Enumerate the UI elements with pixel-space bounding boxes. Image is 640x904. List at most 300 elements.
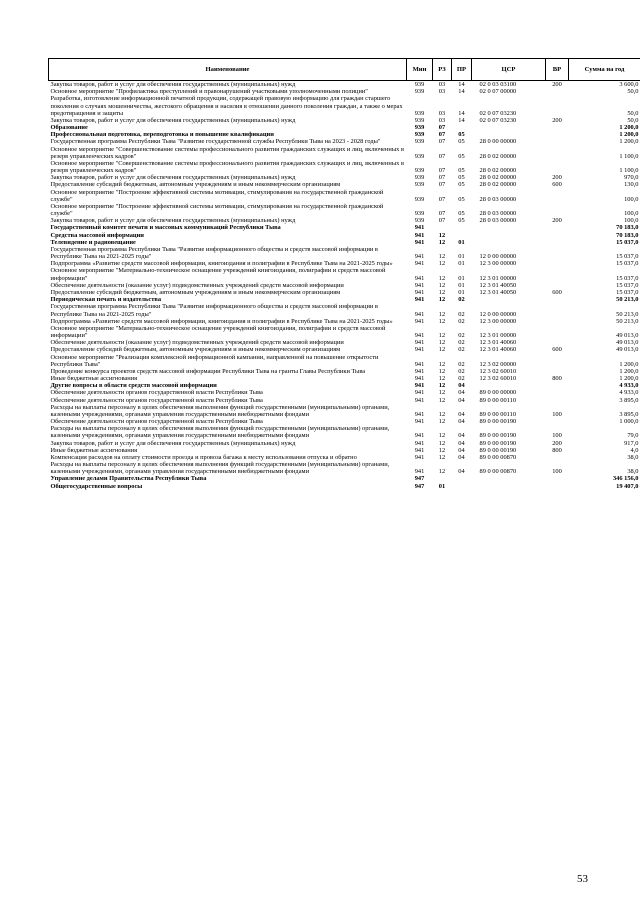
cell-vr: 600: [552, 288, 562, 296]
cell-csr: [472, 475, 546, 482]
cell-min: 939: [414, 131, 425, 139]
cell-min: 947: [414, 482, 425, 490]
cell-vr: [546, 260, 569, 267]
cell-sum: 3 895,0: [619, 396, 639, 404]
cell-pr: 04: [458, 453, 465, 461]
cell-pr: 02: [458, 367, 465, 375]
cell-pr: 02: [458, 360, 465, 368]
cell-sum: 38,0: [627, 468, 639, 476]
table-row: [49, 397, 640, 404]
cell-csr: 28 0 02 00000: [479, 181, 517, 189]
table-row: [49, 475, 640, 482]
cell-sum: 100,0: [624, 195, 639, 203]
cell-csr: 28 0 03 00000: [479, 195, 517, 203]
cell-sum: 49 013,0: [616, 332, 639, 340]
cell-name: Основное мероприятие "Построение эффективной системы мотивации, стимулирования на государственной гражданской службе": [50, 188, 384, 203]
cell-pr: 05: [458, 131, 465, 139]
cell-rz: 12: [438, 253, 446, 261]
cell-csr: 12 3 01 40060: [479, 339, 517, 347]
cell-vr: [546, 475, 569, 482]
cell-csr: 12 3 01 40050: [479, 281, 517, 289]
header-name: Наименование: [49, 59, 407, 81]
cell-min: 941: [414, 418, 425, 426]
cell-sum: 50,0: [627, 116, 639, 124]
cell-name: Средства массовой информации: [50, 231, 144, 239]
cell-rz: 07: [438, 210, 446, 218]
cell-vr: [546, 138, 569, 145]
cell-pr: 05: [458, 217, 465, 225]
cell-min: 941: [414, 389, 425, 397]
cell-vr: [546, 397, 569, 404]
cell-min: 939: [414, 81, 425, 88]
cell-name: Общегосударственные вопросы: [50, 482, 143, 490]
table-row: [49, 189, 640, 203]
cell-rz: 12: [438, 375, 446, 383]
cell-csr: 02 0 07 00000: [479, 88, 517, 96]
cell-rz: 12: [438, 346, 446, 354]
table-row: [49, 296, 640, 303]
cell-rz: 12: [438, 446, 446, 454]
table-row: [49, 483, 640, 490]
cell-sum: 3 600,0: [619, 81, 639, 88]
table-row: [49, 246, 640, 260]
cell-name: Другие вопросы в области средств массовой информации: [50, 382, 217, 390]
cell-vr: 600: [552, 181, 562, 189]
cell-name: Обеспечение деятельности органов государственной власти Республики Тыва: [50, 396, 263, 404]
cell-name: Основное мероприятие "Профилактика преступлений и правонарушений участковыми уполномоченными полиции": [50, 88, 368, 96]
cell-rz: 12: [438, 288, 446, 296]
cell-rz: 07: [438, 217, 446, 225]
cell-vr: [546, 389, 569, 396]
cell-vr: [546, 124, 569, 131]
cell-vr: [546, 483, 569, 490]
cell-rz: 07: [438, 195, 446, 203]
cell-vr: [546, 189, 569, 203]
cell-sum: 15 037,0: [616, 274, 639, 282]
header-min: Мин: [407, 59, 433, 81]
cell-csr: 02 0 07 03230: [479, 109, 517, 117]
cell-min: 941: [414, 439, 425, 447]
cell-name: Компенсация расходов на оплату стоимости проезда и провоза багажа к месту использования отпуска и обратно: [50, 453, 357, 461]
cell-rz: 12: [438, 310, 446, 318]
page-number: 53: [577, 873, 588, 885]
header-pr: ПР: [452, 59, 472, 81]
cell-sum: 1 200,0: [619, 375, 639, 383]
cell-min: 939: [414, 174, 425, 182]
cell-sum: 1 200,0: [619, 131, 639, 139]
cell-min: 941: [414, 382, 425, 390]
cell-sum: 3 895,0: [619, 410, 639, 418]
cell-vr: [546, 318, 569, 325]
cell-name: Подпрограмма «Развитие средств массовой информации, книгоиздания и полиграфии в Республике Тыва на 2021-2025 годы»: [50, 317, 393, 325]
cell-pr: 02: [458, 339, 465, 347]
cell-pr: 14: [458, 116, 465, 124]
cell-name: Подпрограмма «Развитие средств массовой информации, книгоиздания и полиграфии в Республике Тыва на 2021-2025 годы»: [50, 260, 393, 268]
cell-name: Закупка товаров, работ и услуг для обеспечения государственных (муниципальных) нужд: [50, 116, 296, 124]
cell-csr: 02 0 03 03100: [479, 81, 517, 88]
cell-vr: 800: [552, 375, 562, 383]
cell-vr: [546, 239, 569, 246]
table-row: [49, 368, 640, 375]
cell-pr: 05: [458, 195, 465, 203]
cell-csr: 89 0 00 00190: [479, 446, 517, 454]
cell-vr: [546, 382, 569, 389]
cell-csr: 28 0 00 00000: [479, 138, 517, 146]
cell-rz: 12: [438, 396, 446, 404]
cell-csr: 28 0 03 00000: [479, 210, 517, 218]
cell-pr: 04: [458, 396, 465, 404]
cell-min: 941: [414, 224, 425, 232]
cell-min: 941: [414, 310, 425, 318]
cell-csr: 28 0 02 00000: [479, 152, 517, 160]
cell-min: 941: [414, 396, 425, 404]
cell-rz: 12: [438, 439, 446, 447]
cell-name: Закупка товаров, работ и услуг для обеспечения государственных (муниципальных) нужд: [50, 174, 296, 182]
cell-vr: [546, 418, 569, 425]
cell-csr: 02 0 07 03230: [479, 116, 517, 124]
cell-name: Предоставление субсидий бюджетным, автономным учреждениям и иным некоммерческим организациям: [50, 288, 341, 296]
cell-name: Государственная программа Республики Тыва "Развитие информационного общества и средств массовой информации в Республике Тыва на 2021-2025 годы": [50, 303, 378, 318]
cell-min: 941: [414, 360, 425, 368]
cell-rz: 12: [438, 339, 446, 347]
cell-vr: [546, 325, 569, 339]
cell-csr: 12 0 00 00000: [479, 310, 517, 318]
cell-min: 939: [414, 181, 425, 189]
cell-min: 941: [414, 231, 425, 239]
cell-vr: 100: [552, 410, 562, 418]
cell-sum: 1 200,0: [619, 124, 639, 132]
cell-csr: 89 0 00 00870: [479, 453, 517, 461]
cell-pr: [452, 224, 472, 231]
cell-min: 941: [414, 446, 425, 454]
cell-vr: [546, 95, 569, 117]
cell-name: Основное мероприятие "Материально-техническое оснащение учреждений книгоиздания, полиграфии и средств массовой информации": [50, 324, 386, 340]
cell-name: Предоставление субсидий бюджетным, автономным учреждениям и иным некоммерческим организациям: [50, 346, 341, 354]
cell-sum: 50,0: [627, 88, 639, 96]
cell-sum: 50 213,0: [616, 317, 639, 325]
cell-name: Закупка товаров, работ и услуг для обеспечения государственных (муниципальных) нужд: [50, 81, 296, 88]
cell-min: 941: [414, 346, 425, 354]
cell-vr: [546, 368, 569, 375]
cell-name: Телевидение и радиовещание: [50, 238, 136, 246]
cell-pr: 01: [458, 253, 465, 261]
cell-pr: 02: [458, 346, 465, 354]
cell-pr: 04: [458, 439, 465, 447]
table-row: [49, 138, 640, 145]
cell-csr: [472, 239, 546, 246]
table-row: [49, 131, 640, 138]
cell-rz: [433, 475, 452, 482]
cell-sum: 970,0: [624, 174, 639, 182]
table-row: [49, 88, 640, 95]
cell-vr: [546, 160, 569, 174]
cell-pr: 05: [458, 152, 465, 160]
cell-min: 941: [414, 367, 425, 375]
cell-name: Обеспечение деятельности органов государственной власти Республики Тыва: [50, 418, 263, 426]
cell-vr: 200: [552, 217, 562, 225]
table-row: [49, 303, 640, 317]
cell-rz: 07: [438, 181, 446, 189]
cell-csr: 89 0 00 00000: [479, 389, 517, 397]
table-row: [49, 232, 640, 239]
cell-name: Управление делами Правительства Республики Тыва: [50, 475, 207, 483]
cell-name: Обеспечение деятельности (оказание услуг) подведомственных учреждений средств массовой информации: [50, 339, 344, 347]
cell-min: 939: [414, 167, 425, 175]
cell-sum: 1 200,0: [619, 138, 639, 146]
cell-min: 939: [414, 152, 425, 160]
cell-min: 941: [414, 410, 425, 418]
table-row: [49, 217, 640, 224]
cell-sum: 1 100,0: [619, 152, 639, 160]
cell-rz: 07: [438, 174, 446, 182]
table-row: [49, 425, 640, 439]
cell-vr: [546, 232, 569, 239]
cell-sum: 50 213,0: [616, 296, 639, 304]
cell-sum: 15 037,0: [616, 281, 639, 289]
cell-rz: 07: [438, 167, 446, 175]
cell-name: Предоставление субсидий бюджетным, автономным учреждениям и иным некоммерческим организациям: [50, 181, 341, 189]
cell-sum: 100,0: [624, 217, 639, 225]
cell-name: Периодическая печать и издательства: [50, 296, 162, 304]
header-csr: ЦСР: [472, 59, 546, 81]
cell-rz: 07: [438, 131, 446, 139]
cell-name: Иные бюджетные ассигнования: [50, 446, 138, 454]
table-row: [49, 146, 640, 160]
table-row: [49, 160, 640, 174]
cell-csr: 12 3 02 60010: [479, 367, 517, 375]
cell-csr: [472, 224, 546, 231]
cell-pr: 04: [458, 410, 465, 418]
table-row: [49, 124, 640, 131]
table-row: [49, 318, 640, 325]
cell-csr: [472, 382, 546, 389]
table-row: [49, 447, 640, 454]
cell-rz: 07: [438, 124, 446, 132]
cell-pr: 14: [458, 88, 465, 96]
cell-csr: 89 0 00 00190: [479, 418, 517, 426]
cell-vr: [546, 267, 569, 281]
cell-csr: 89 0 00 00190: [479, 432, 517, 440]
cell-rz: 12: [438, 468, 446, 476]
cell-sum: 38,0: [627, 453, 639, 461]
cell-sum: 4 933,0: [619, 389, 639, 397]
cell-min: 939: [414, 116, 425, 124]
cell-vr: [546, 246, 569, 260]
cell-vr: [546, 296, 569, 303]
cell-vr: [546, 203, 569, 217]
cell-name: Иные бюджетные ассигнования: [50, 375, 138, 383]
cell-min: 941: [414, 339, 425, 347]
cell-name: Государственная программа Республики Тыва "Развитие информационного общества и средств массовой информации в Республике Тыва на 2021-2025 годы": [50, 245, 378, 261]
cell-pr: 01: [458, 238, 465, 246]
cell-sum: 130,0: [624, 181, 639, 189]
cell-rz: 12: [438, 453, 446, 461]
table-row: [49, 267, 640, 281]
cell-vr: 200: [552, 174, 562, 182]
cell-rz: 01: [438, 482, 446, 490]
cell-sum: 4 933,0: [619, 382, 639, 390]
cell-min: 941: [414, 253, 425, 261]
cell-rz: 12: [438, 360, 446, 368]
cell-rz: 07: [438, 138, 446, 146]
cell-rz: 03: [438, 81, 446, 88]
header-rz: РЗ: [433, 59, 452, 81]
cell-vr: [546, 454, 569, 461]
cell-vr: [546, 146, 569, 160]
cell-pr: 02: [458, 375, 465, 383]
cell-rz: 12: [438, 317, 446, 325]
cell-pr: [452, 124, 472, 131]
cell-pr: 04: [458, 382, 465, 390]
cell-pr: 01: [458, 274, 465, 282]
cell-sum: 49 013,0: [616, 339, 639, 347]
cell-min: 941: [414, 281, 425, 289]
cell-name: Обеспечение деятельности (оказание услуг) подведомственных учреждений средств массовой информации: [50, 281, 344, 289]
table-header: [49, 59, 640, 81]
cell-rz: 12: [438, 260, 446, 268]
cell-csr: 12 3 00 00000: [479, 260, 517, 268]
cell-name: Государственный комитет печати и массовых коммуникаций Республики Тыва: [50, 224, 281, 232]
cell-vr: [546, 282, 569, 289]
cell-csr: 89 0 00 00110: [479, 410, 517, 418]
table-body: [49, 81, 640, 490]
cell-min: 941: [414, 432, 425, 440]
cell-sum: 917,0: [624, 439, 639, 447]
cell-name: Закупка товаров, работ и услуг для обеспечения государственных (муниципальных) нужд: [50, 217, 296, 225]
cell-min: 941: [414, 468, 425, 476]
cell-sum: 100,0: [624, 210, 639, 218]
cell-rz: 12: [438, 367, 446, 375]
table-row: [49, 117, 640, 124]
cell-name: Образование: [50, 124, 88, 132]
cell-vr: 200: [552, 81, 562, 88]
cell-csr: 12 3 01 00000: [479, 274, 517, 282]
cell-vr: [546, 303, 569, 317]
cell-pr: 14: [458, 109, 465, 117]
cell-rz: 12: [438, 274, 446, 282]
cell-pr: 04: [458, 418, 465, 426]
cell-csr: 28 0 02 00000: [479, 167, 517, 175]
cell-pr: 05: [458, 181, 465, 189]
cell-vr: [546, 339, 569, 346]
cell-rz: [433, 224, 452, 231]
cell-min: 941: [414, 317, 425, 325]
cell-pr: 04: [458, 446, 465, 454]
cell-name: Основное мероприятие "Совершенствование системы профессионального развития гражданских служащих и лиц, включенных в резерв управленческих кадров": [50, 145, 404, 160]
cell-min: 939: [414, 109, 425, 117]
cell-name: Основное мероприятие "Материально-техническое оснащение учреждений книгоиздания, полиграфии и средств массовой информации": [50, 267, 386, 282]
cell-csr: 28 0 02 00000: [479, 174, 517, 182]
cell-vr: 100: [552, 468, 562, 476]
table-row: [49, 260, 640, 267]
table-row: [49, 404, 640, 418]
cell-rz: 12: [438, 389, 446, 397]
cell-min: 939: [414, 195, 425, 203]
cell-sum: 19 407,0: [616, 482, 639, 490]
cell-sum: 50 213,0: [616, 310, 639, 318]
cell-csr: 89 0 00 00110: [479, 396, 517, 404]
cell-sum: 70 183,0: [616, 231, 639, 239]
cell-pr: 04: [458, 389, 465, 397]
cell-csr: [472, 124, 546, 131]
table-row: [49, 203, 640, 217]
table-row: [49, 375, 640, 382]
table-row: [49, 440, 640, 447]
cell-pr: 01: [458, 281, 465, 289]
cell-pr: 05: [458, 138, 465, 146]
table-row: [49, 282, 640, 289]
table-row: [49, 95, 640, 117]
header-sum: Сумма на год: [569, 59, 640, 81]
cell-vr: 200: [552, 116, 562, 124]
cell-name: Разработка, изготовление информационной печатной продукции, содержащей правовую информацию для граждан старшего поколения о случаях мошенничества, жестокого обращения и насилия в отношении данного поколения граждан, а также о мерах предотвращения и защиты: [50, 95, 403, 117]
table-row: [49, 224, 640, 231]
budget-table: [48, 58, 640, 490]
cell-name: Расходы на выплаты персоналу в целях обеспечения выполнения функций государственными (муниципальными) органами, казенными учреждениями, органами управления государственными внебюджетными фондами: [50, 425, 390, 440]
cell-csr: 12 3 01 00000: [479, 332, 517, 340]
cell-min: 939: [414, 210, 425, 218]
cell-rz: 12: [438, 281, 446, 289]
table-row: [49, 325, 640, 339]
cell-min: 939: [414, 138, 425, 146]
cell-pr: 02: [458, 317, 465, 325]
cell-csr: 12 3 01 40060: [479, 346, 517, 354]
cell-sum: 15 037,0: [616, 288, 639, 296]
cell-sum: 15 037,0: [616, 260, 639, 268]
table-row: [49, 346, 640, 353]
cell-rz: 03: [438, 88, 446, 96]
cell-rz: 12: [438, 382, 446, 390]
table-row: [49, 389, 640, 396]
cell-sum: 1 200,0: [619, 367, 639, 375]
cell-min: 941: [414, 296, 425, 304]
cell-sum: 4,0: [630, 446, 639, 454]
cell-rz: 12: [438, 238, 446, 246]
cell-rz: 12: [438, 332, 446, 340]
cell-pr: 02: [458, 332, 465, 340]
cell-rz: 03: [438, 109, 446, 117]
cell-csr: 12 3 02 00000: [479, 360, 517, 368]
cell-sum: 346 156,0: [612, 475, 639, 483]
cell-min: 941: [414, 375, 425, 383]
cell-vr: 200: [552, 439, 562, 447]
cell-vr: [546, 131, 569, 138]
cell-sum: 1 000,0: [619, 418, 639, 426]
table-row: [49, 239, 640, 246]
table-row: [49, 382, 640, 389]
cell-sum: 70 183,0: [616, 224, 639, 232]
cell-pr: 02: [458, 296, 465, 304]
cell-pr: 14: [458, 81, 465, 88]
cell-name: Профессиональная подготовка, переподготовка и повышение квалификации: [50, 131, 274, 139]
cell-rz: 12: [438, 231, 446, 239]
cell-csr: 89 0 00 00870: [479, 468, 517, 476]
cell-csr: 12 3 01 40050: [479, 288, 517, 296]
cell-min: 947: [414, 475, 425, 483]
table-row: [49, 454, 640, 461]
cell-sum: 49 013,0: [616, 346, 639, 354]
cell-csr: [472, 131, 546, 138]
cell-pr: 02: [458, 310, 465, 318]
cell-csr: [472, 232, 546, 239]
cell-csr: 12 3 00 00000: [479, 317, 517, 325]
cell-csr: 89 0 00 00190: [479, 439, 517, 447]
cell-name: Основное мероприятие "Совершенствование системы профессионального развития гражданских служащих и лиц, включенных в резерв управленческих кадров": [50, 159, 404, 175]
cell-vr: 600: [552, 346, 562, 354]
cell-vr: [546, 354, 569, 368]
cell-sum: 15 037,0: [616, 253, 639, 261]
cell-pr: 04: [458, 468, 465, 476]
